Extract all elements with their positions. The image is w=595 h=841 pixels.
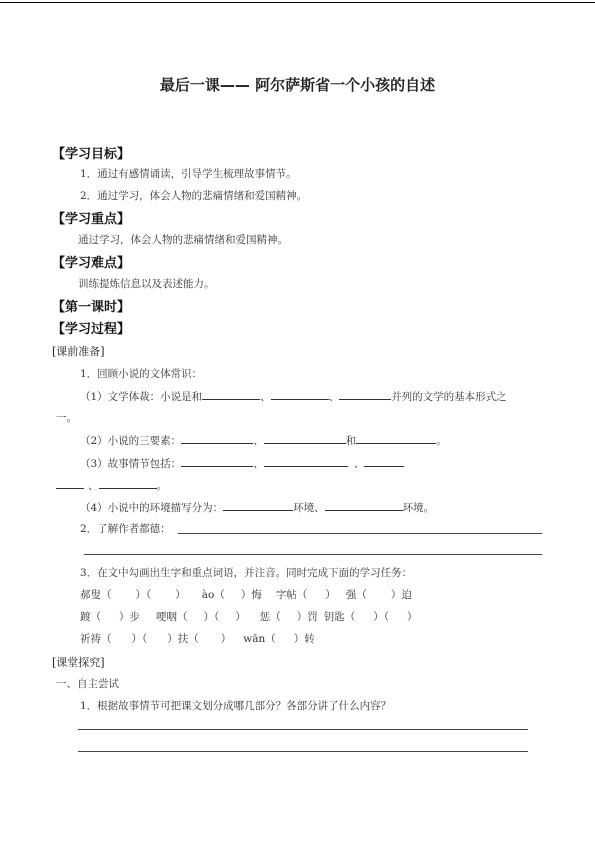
vocab-row-2: [80, 609, 418, 624]
answer-line[interactable]: [78, 751, 528, 752]
prep-q1-1-cont: 一。: [56, 412, 77, 424]
answer-blank[interactable]: [181, 455, 253, 467]
vocab-item: ）迫: [390, 589, 412, 601]
answer-blank[interactable]: [271, 388, 329, 400]
answer-blank[interactable]: [325, 499, 403, 511]
answer-blank[interactable]: [99, 477, 157, 489]
top-rule: [0, 2, 595, 3]
answer-blank[interactable]: [202, 388, 260, 400]
answer-line[interactable]: [178, 533, 542, 534]
env-text-2: 环境。: [402, 502, 435, 514]
answer-line[interactable]: [78, 729, 528, 730]
vocab-item: 哽咽（: [156, 611, 188, 623]
answer-blank[interactable]: [56, 477, 84, 489]
explore-heading: [课堂探究]: [52, 656, 105, 669]
goal-2: 2．通过学习，体会人物的悲痛情绪和爱国精神。: [80, 190, 308, 202]
vocab-item: ）罚: [296, 611, 318, 623]
vocab-item: ）扶（: [167, 633, 199, 645]
vocab-item: ）: [220, 633, 232, 645]
key-heading: 【学习重点】: [52, 212, 131, 227]
separator: 、: [353, 458, 365, 470]
separator: 、: [328, 391, 340, 403]
prep-q1-3-text: （3）故事情节包括：: [80, 458, 182, 470]
vocab-item: ）悔: [240, 589, 262, 601]
answer-blank[interactable]: [364, 455, 404, 467]
period: 。: [436, 435, 447, 447]
answer-blank[interactable]: [356, 432, 436, 444]
separator: 、: [253, 458, 264, 470]
vocab-item: ào（: [201, 589, 225, 601]
vocab-row-1: [80, 587, 412, 602]
vocab-item: ）转: [293, 633, 315, 645]
prep-q1-2: [80, 432, 447, 448]
and-text: 和: [345, 435, 357, 447]
period: 。: [156, 480, 167, 492]
prep-q1-1-text-b: 并列的文学的基本形式之: [391, 391, 507, 403]
vocab-item: ）: [235, 611, 246, 623]
explore-part-1: 一、自主尝试: [56, 678, 119, 690]
vocab-item: ）: [175, 589, 186, 601]
vocab-item: ）步: [119, 611, 140, 623]
prep-q3: 3．在文中勾画出生字和重点词语，并注音。同时完成下面的学习任务：: [80, 567, 413, 579]
answer-blank[interactable]: [264, 432, 346, 444]
difficulty-text: 训练提炼信息以及表述能力。: [78, 278, 215, 290]
goal-1: 1．通过有感情诵读，引导学生梳理故事情节。: [80, 168, 297, 180]
goals-heading: 【学习目标】: [52, 147, 131, 162]
vocab-item: ）（: [135, 589, 152, 601]
answer-line[interactable]: [84, 554, 542, 555]
answer-blank[interactable]: [264, 455, 348, 467]
vocab-item: ）: [325, 589, 336, 601]
prep-heading: [课前准备]: [52, 345, 105, 358]
vocab-item: ）（: [373, 611, 389, 623]
vocab-item: 字帖（: [275, 589, 308, 601]
explore-q1: 1．根据故事情节可把课文划分成哪几部分？各部分讲了什么内容？: [80, 700, 392, 712]
prep-q2: 2．了解作者都德：: [80, 523, 171, 535]
prep-q1-1: [80, 388, 507, 404]
vocab-item: 祈祷（: [80, 633, 112, 645]
env-text: 环境、: [293, 502, 325, 514]
vocab-item: 踱（: [80, 611, 101, 623]
vocab-item: ）（: [131, 633, 148, 645]
prep-q1-4: [80, 499, 434, 515]
prep-q1-1-text: （1）文学体裁：小说是和: [80, 391, 203, 403]
vocab-item: wān（: [243, 633, 276, 645]
separator: 、: [88, 480, 99, 492]
prep-q1-3: [80, 455, 404, 471]
key-text: 通过学习，体会人物的悲痛情绪和爱国精神。: [78, 234, 288, 246]
vocab-item: ）: [407, 611, 418, 623]
prep-q1-2-text: （2）小说的三要素：: [80, 435, 182, 447]
answer-blank[interactable]: [181, 432, 253, 444]
separator: 、: [253, 435, 264, 447]
prep-q1-4-text: （4）小说中的环境描写分为：: [80, 502, 224, 514]
vocab-item: 惩（: [259, 611, 281, 623]
answer-blank[interactable]: [223, 499, 293, 511]
prep-q1-3-cont: [56, 477, 167, 493]
separator: 、: [260, 391, 271, 403]
difficulty-heading: 【学习难点】: [52, 256, 131, 271]
vocab-item: 强（: [345, 589, 367, 601]
answer-blank[interactable]: [339, 388, 391, 400]
page-title: 最后一课—— 阿尔萨斯省一个小孩的自述: [159, 76, 436, 94]
process-heading: 【学习过程】: [52, 322, 131, 337]
prep-q1: 1．回顾小说的文体常识：: [80, 368, 203, 380]
vocab-item: 郝叟（: [80, 589, 112, 601]
vocab-row-3: [80, 631, 315, 646]
lesson-heading: 【第一课时】: [52, 300, 131, 315]
vocab-item: ）（: [203, 611, 220, 623]
vocab-item: 钥匙（: [323, 611, 356, 623]
